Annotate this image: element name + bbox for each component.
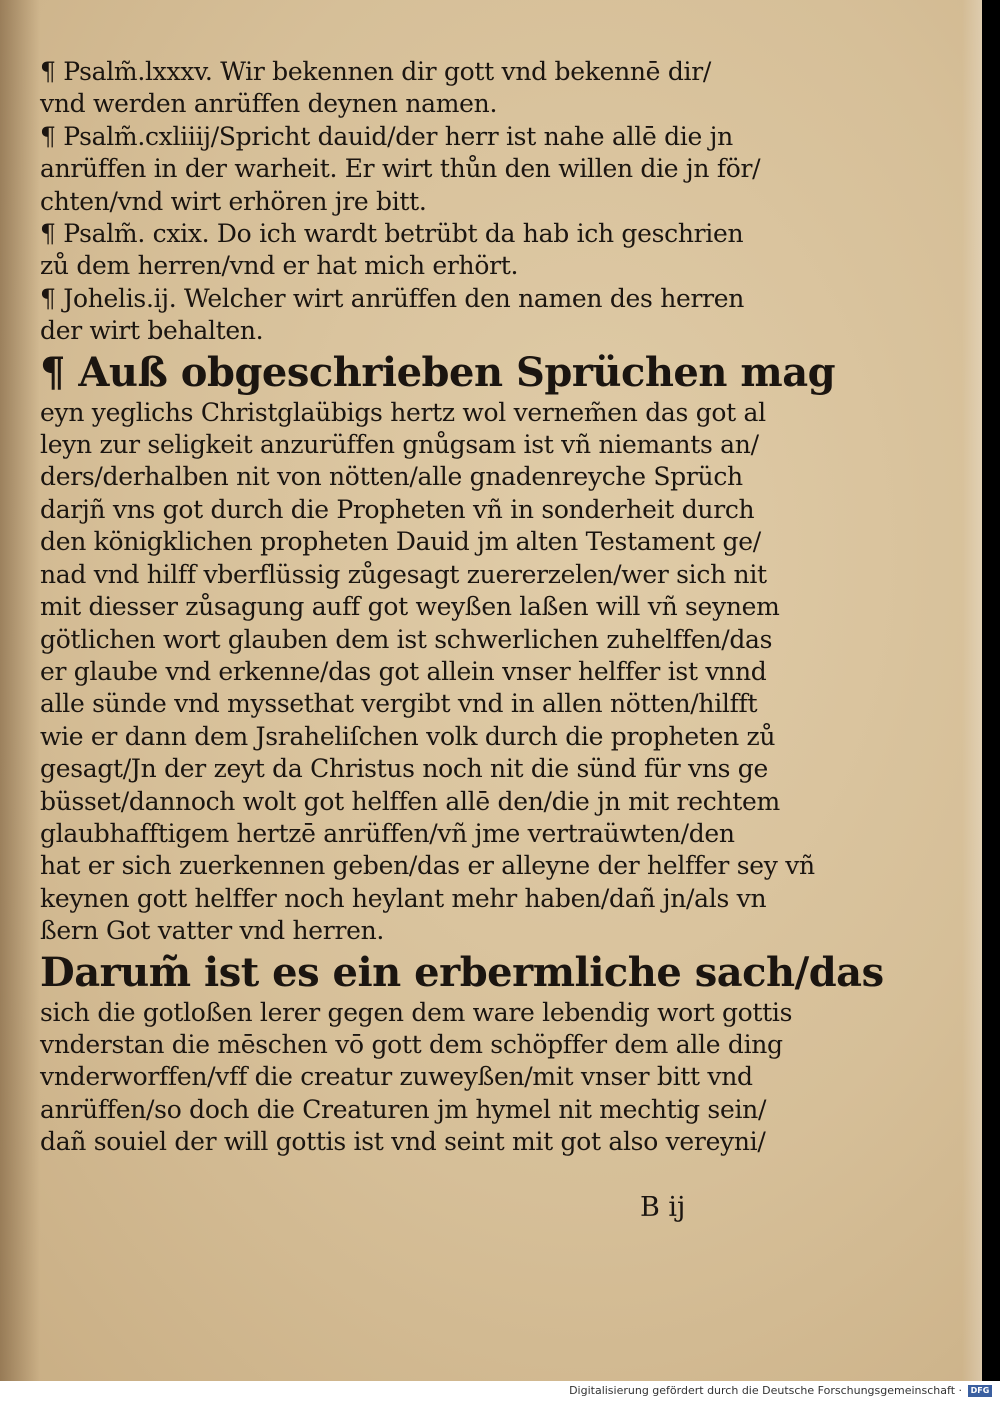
text-line: ßern Got vatter vnd herren. [40, 916, 385, 946]
text-line: glaubhafftigem hertzē anrüffen/vñ jme vertraüwten/den [40, 818, 735, 848]
section-heading: Darum̃ ist es ein erbermliche sach/das [40, 948, 884, 996]
paragraph [40, 397, 815, 948]
text-line: ders/derhalben nit von nötten/alle gnadenreyche Sprüch [40, 462, 743, 492]
text-line: ¶ Psalm̃.cxliiij/Spricht dauid/der herr ist nahe allē die jn [40, 121, 733, 151]
paragraph [40, 997, 793, 1159]
text-line: den königklichen propheten Dauid jm alten Testament ge/ [40, 527, 761, 557]
text-line: nad vnd hilff vberflüssig zůgesagt zuererzelen/wer sich nit [40, 559, 767, 589]
text-line: zů dem herren/vnd er hat mich erhört. [40, 251, 519, 281]
page-edge [962, 0, 982, 1381]
text-line: darjñ vns got durch die Propheten vñ in sonderheit durch [40, 494, 755, 524]
text-line: ¶ Psalm̃. cxix. Do ich wardt betrübt da hab ich geschrien [40, 219, 744, 249]
text-line: anrüffen in der warheit. Er wirt thůn den willen die jn för/ [40, 154, 761, 184]
text-line: sich die gotloßen lerer gegen dem ware lebendig wort gottis [40, 997, 793, 1027]
signature-mark: B ij [640, 1192, 686, 1223]
section-heading: ¶ Auß obgeschrieben Sprüchen mag [40, 348, 836, 396]
text-line: wie er dann dem Jsraheliſchen volk durch die propheten zů [40, 721, 776, 751]
dfg-logo-icon: DFG [968, 1385, 992, 1397]
text-line: mit diesser zůsagung auff got weyßen laßen will vñ seynem [40, 592, 780, 622]
text-line: ¶ Johelis.ij. Welcher wirt anrüffen den namen des herren [40, 283, 745, 313]
text-line: leyn zur seligkeit anzurüffen gnůgsam ist vñ niemants an/ [40, 430, 759, 460]
text-line: ¶ Psalm̃.lxxxv. Wir bekennen dir gott vnd bekennē dir/ [40, 57, 711, 86]
text-line: hat er sich zuerkennen geben/das er alleyne der helffer sey vñ [40, 851, 815, 881]
text-line: alle sünde vnd myssethat vergibt vnd in allen nötten/hilfft [40, 689, 758, 719]
footer-bar [0, 1381, 1000, 1402]
text-line: vnd werden anrüffen deynen namen. [40, 89, 498, 119]
funding-notice: Digitalisierung gefördert durch die Deutsche Forschungsgemeinschaft · [569, 1384, 962, 1397]
text-line: er glaube vnd erkenne/das got allein vnser helffer ist vnnd [40, 656, 767, 686]
psalm-citations [40, 56, 765, 348]
text-line: vnderstan die mēschen vō gott dem schöpffer dem alle ding [40, 1029, 783, 1059]
text-line: götlichen wort glauben dem ist schwerlichen zuhelffen/das [40, 624, 773, 654]
text-line: gesagt/Jn der zeyt da Christus noch nit die sünd für vns ge [40, 754, 769, 784]
text-line: vnderworffen/vff die creatur zuweyßen/mit vnser bitt vnd [40, 1062, 753, 1092]
text-line: eyn yeglichs Christglaübigs hertz wol vernem̃en das got al [40, 397, 766, 427]
page-text [40, 56, 884, 1159]
text-line: dañ souiel der will gottis ist vnd seint mit got also vereyni/ [40, 1127, 766, 1157]
text-line: büsset/dannoch wolt got helffen allē den/die jn mit rechtem [40, 786, 780, 816]
text-line: chten/vnd wirt erhören jre bitt. [40, 186, 427, 216]
text-line: der wirt behalten. [40, 316, 264, 346]
page-gutter-shadow [0, 0, 40, 1381]
text-line: anrüffen/so doch die Creaturen jm hymel nit mechtig sein/ [40, 1094, 767, 1124]
text-line: keynen gott helffer noch heylant mehr haben/dañ jn/als vn [40, 883, 767, 913]
